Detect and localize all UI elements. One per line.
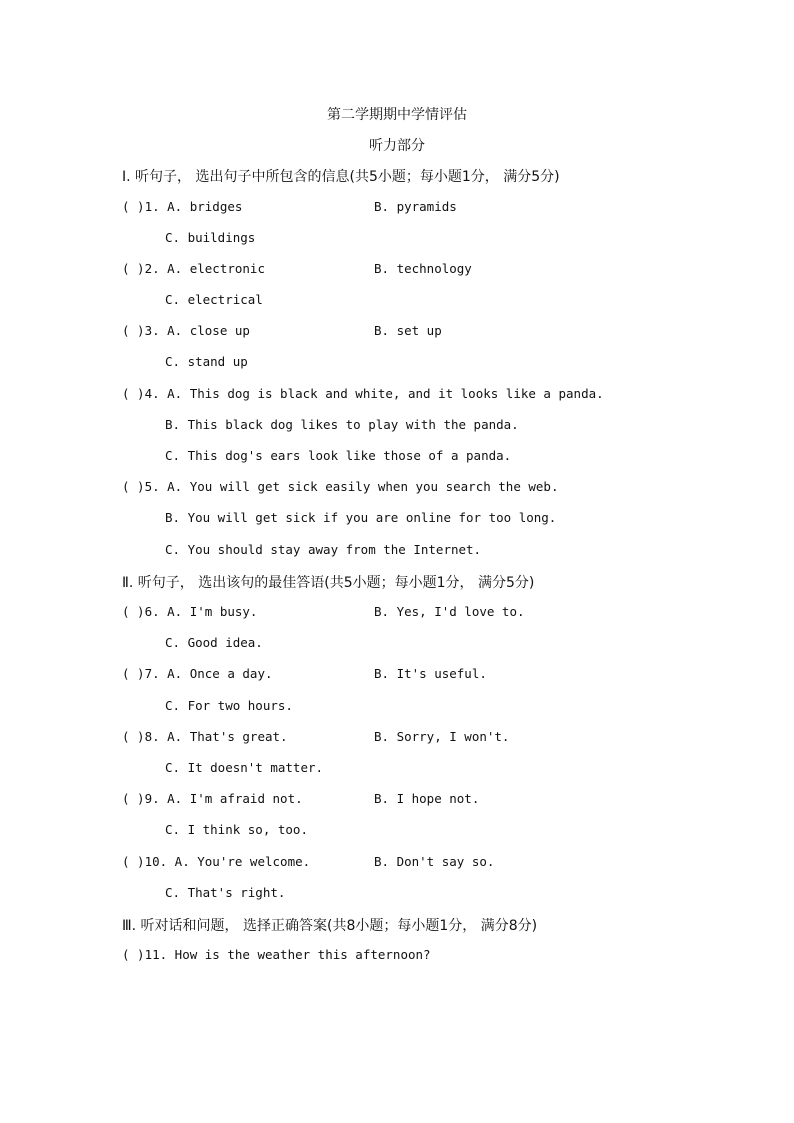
question-9-stem: ( )9. A. I'm afraid not.: [122, 791, 303, 806]
question-5-option-b: B. You will get sick if you are online for too long.: [165, 510, 557, 525]
question-9-option-b: B. I hope not.: [374, 791, 480, 806]
question-5-option-c: C. You should stay away from the Internet.: [165, 542, 482, 557]
question-11-stem: ( )11. How is the weather this afternoon?: [122, 947, 431, 962]
question-7-stem: ( )7. A. Once a day.: [122, 666, 273, 681]
question-1-option-b: B. pyramids: [374, 199, 457, 214]
question-9-option-c: C. I think so, too.: [165, 822, 308, 837]
section-heading-1: Ⅰ. 听句子， 选出句子中所包含的信息(共5小题；每小题1分， 满分5分): [122, 169, 560, 185]
question-6-stem: ( )6. A. I'm busy.: [122, 604, 258, 619]
question-1-stem: ( )1. A. bridges: [122, 199, 243, 214]
question-6-option-c: C. Good idea.: [165, 635, 263, 650]
question-6-option-b: B. Yes, I'd love to.: [374, 604, 525, 619]
question-10-stem: ( )10. A. You're welcome.: [122, 854, 311, 869]
question-8-option-b: B. Sorry, I won't.: [374, 729, 510, 744]
question-4-option-c: C. This dog's ears look like those of a panda.: [165, 448, 512, 463]
question-3-option-c: C. stand up: [165, 354, 248, 369]
question-5-stem: ( )5. A. You will get sick easily when you search the web.: [122, 479, 559, 494]
question-8-stem: ( )8. A. That's great.: [122, 729, 288, 744]
question-4-option-b: B. This black dog likes to play with the panda.: [165, 417, 519, 432]
question-8-option-c: C. It doesn't matter.: [165, 760, 324, 775]
question-2-stem: ( )2. A. electronic: [122, 261, 265, 276]
question-3-stem: ( )3. A. close up: [122, 323, 250, 338]
question-1-option-c: C. buildings: [165, 230, 256, 245]
question-3-option-b: B. set up: [374, 323, 442, 338]
question-10-option-c: C. That's right.: [165, 885, 286, 900]
question-4-stem: ( )4. A. This dog is black and white, and it looks like a panda.: [122, 386, 604, 401]
question-2-option-c: C. electrical: [165, 292, 263, 307]
question-7-option-b: B. It's useful.: [374, 666, 487, 681]
question-2-option-b: B. technology: [374, 261, 472, 276]
page-title: 第二学期期中学情评估: [327, 107, 467, 123]
question-7-option-c: C. For two hours.: [165, 698, 293, 713]
page-subtitle: 听力部分: [369, 138, 425, 154]
question-10-option-b: B. Don't say so.: [374, 854, 495, 869]
section-heading-2: Ⅱ. 听句子， 选出该句的最佳答语(共5小题；每小题1分， 满分5分): [122, 575, 535, 591]
section-heading-3: Ⅲ. 听对话和问题， 选择正确答案(共8小题；每小题1分， 满分8分): [122, 918, 538, 934]
